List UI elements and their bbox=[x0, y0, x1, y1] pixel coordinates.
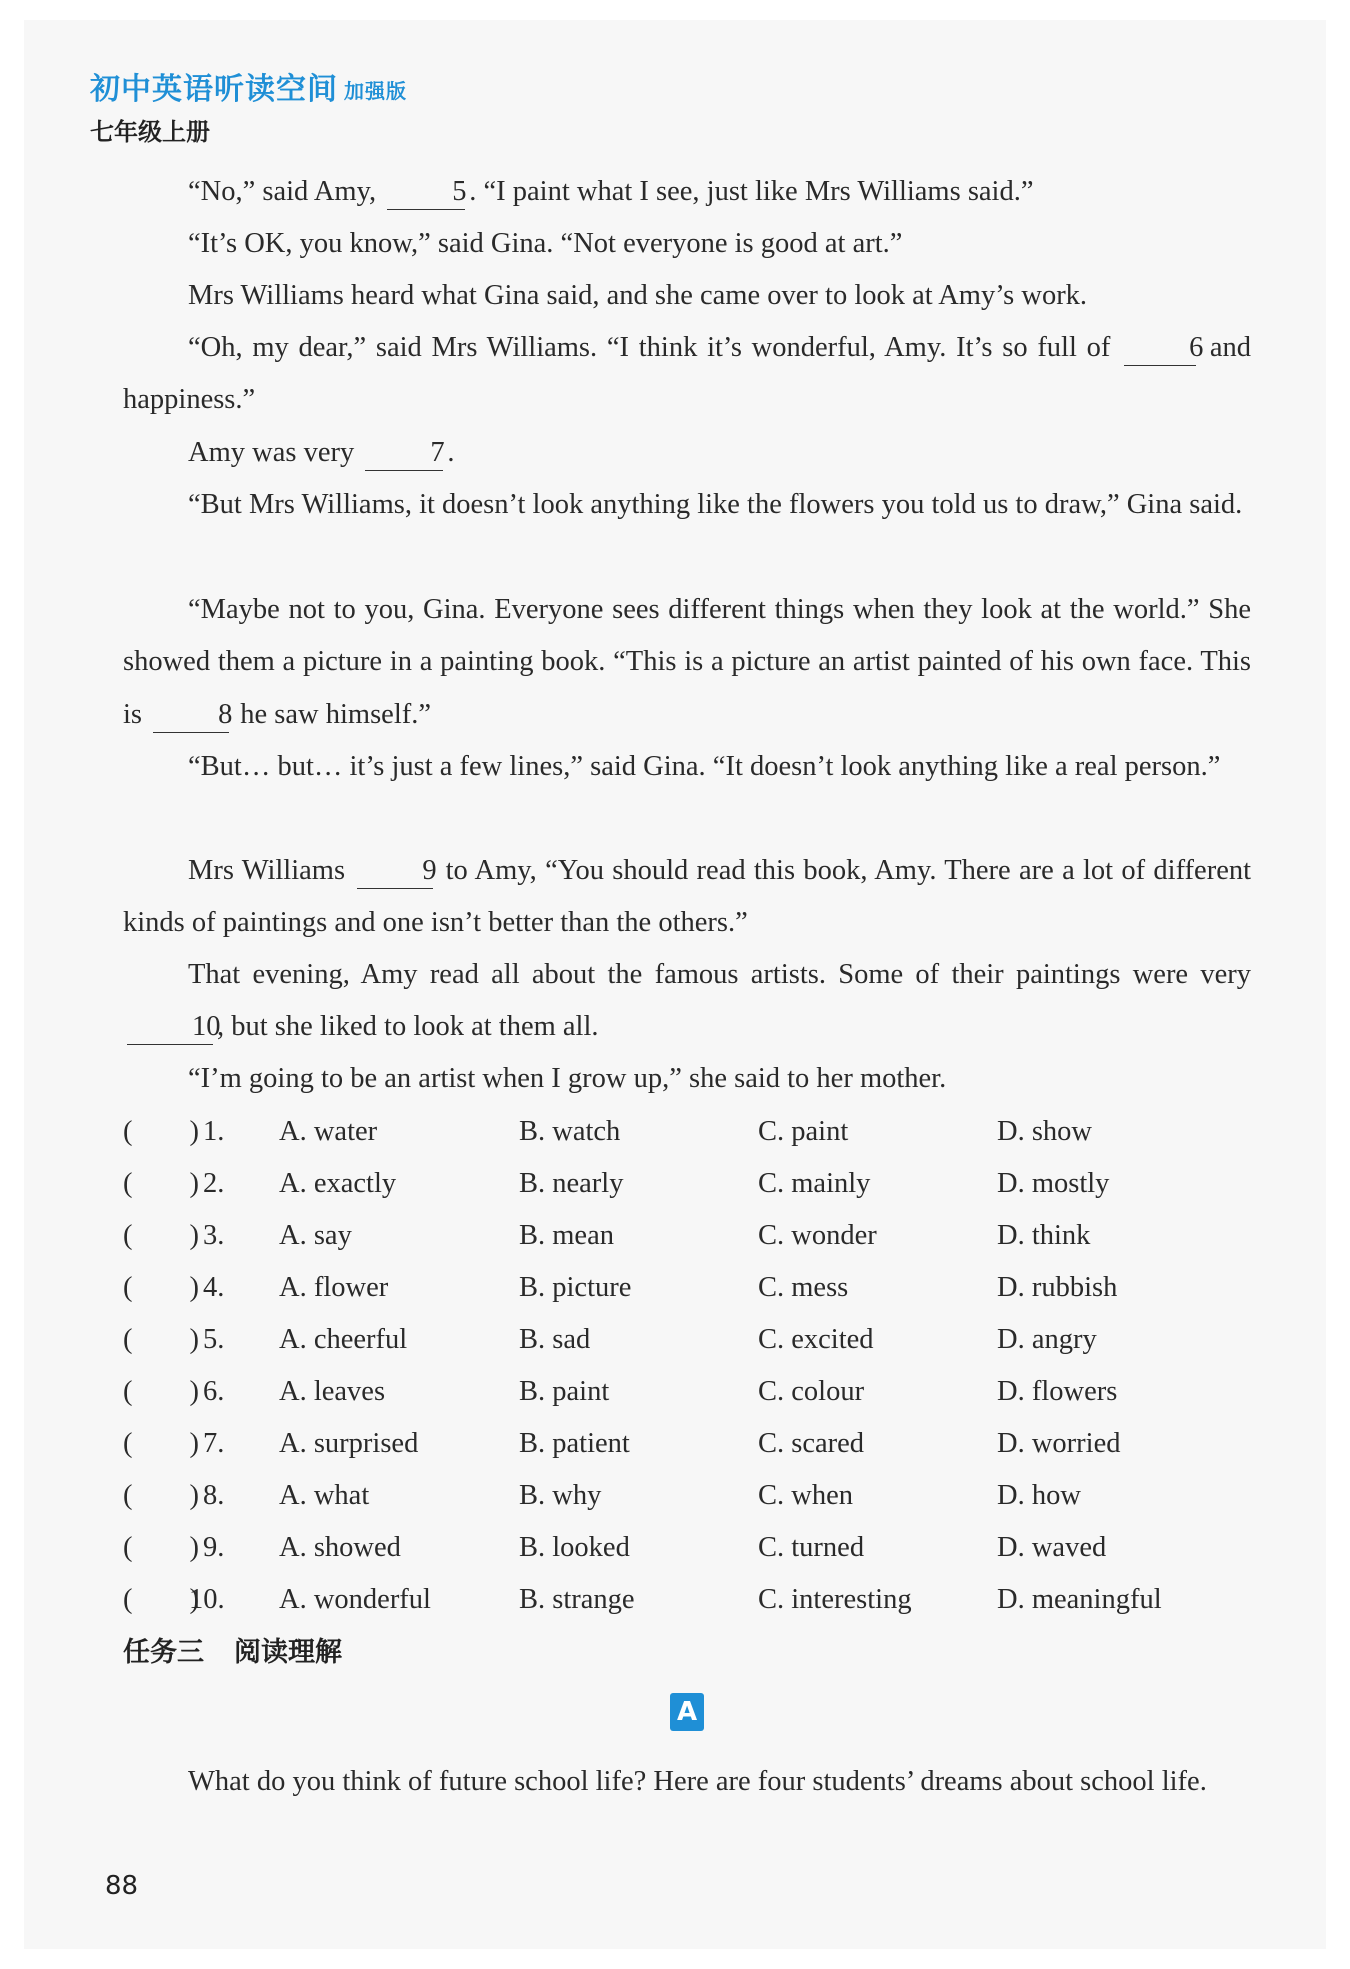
option-d: D. waved bbox=[997, 1532, 1107, 1563]
question-number: 1. bbox=[203, 1116, 225, 1147]
blank-8[interactable]: 8 bbox=[153, 698, 229, 733]
passage-paragraph-1 bbox=[123, 166, 1251, 218]
option-c: C. scared bbox=[758, 1428, 865, 1459]
option-c: C. excited bbox=[758, 1324, 874, 1355]
option-a: A. cheerful bbox=[279, 1324, 408, 1355]
text: Amy was very bbox=[188, 437, 355, 468]
option-a: A. wonderful bbox=[279, 1584, 431, 1615]
option-a: A. what bbox=[279, 1480, 370, 1511]
question-number: 9. bbox=[203, 1532, 225, 1563]
option-d: D. worried bbox=[997, 1428, 1121, 1459]
section-task: 任务三 bbox=[123, 1637, 204, 1668]
section-title: 阅读理解 bbox=[234, 1637, 342, 1668]
answer-bracket[interactable]: ( ) bbox=[123, 1168, 199, 1199]
question-row bbox=[123, 1574, 1263, 1626]
blank-9[interactable]: 9 bbox=[357, 854, 433, 889]
option-d: D. think bbox=[997, 1220, 1091, 1251]
blank-7[interactable]: 7 bbox=[365, 436, 443, 471]
question-row bbox=[123, 1262, 1263, 1314]
option-a: A. flower bbox=[279, 1272, 389, 1303]
option-d: D. rubbish bbox=[997, 1272, 1118, 1303]
option-b: B. nearly bbox=[519, 1168, 624, 1199]
passage-paragraph-10 bbox=[123, 949, 1251, 1054]
text: to Amy, “You should read this book, Amy. There are a lot of different kinds of paintings and one isn’t better than the others.” bbox=[123, 855, 1252, 939]
question-row bbox=[123, 1470, 1263, 1522]
answer-bracket[interactable]: ( ) bbox=[123, 1532, 199, 1563]
text: . “I paint what I see, just like Mrs Williams said.” bbox=[469, 176, 1034, 207]
question-number: 8. bbox=[203, 1480, 225, 1511]
text: “Maybe not to you, Gina. Everyone sees different things when they look at the world.” She showed them a picture in a painting book. “This is a picture an artist painted of his own face. This is bbox=[123, 594, 1251, 730]
question-row bbox=[123, 1418, 1263, 1470]
option-d: D. how bbox=[997, 1480, 1081, 1511]
answer-bracket[interactable]: ( ) bbox=[123, 1376, 199, 1407]
option-c: C. turned bbox=[758, 1532, 865, 1563]
question-number: 5. bbox=[203, 1324, 225, 1355]
passage-paragraph-9 bbox=[123, 845, 1251, 950]
text: and happiness.” bbox=[123, 332, 1251, 416]
passage-paragraph-2: “It’s OK, you know,” said Gina. “Not everyone is good at art.” bbox=[188, 228, 903, 259]
option-c: C. mess bbox=[758, 1272, 849, 1303]
question-number: 10. bbox=[189, 1584, 225, 1615]
option-a: A. showed bbox=[279, 1532, 401, 1563]
option-a: A. say bbox=[279, 1220, 352, 1251]
option-d: D. mostly bbox=[997, 1168, 1110, 1199]
option-c: C. mainly bbox=[758, 1168, 871, 1199]
passage-paragraph-4 bbox=[123, 322, 1251, 427]
answer-bracket[interactable]: ( ) bbox=[123, 1480, 199, 1511]
passage-paragraph-6: “But Mrs Williams, it doesn’t look anything like the flowers you told us to draw,” Gina said. bbox=[188, 489, 1243, 520]
text: “Oh, my dear,” said Mrs Williams. “I think it’s wonderful, Amy. It’s so full of bbox=[188, 332, 1111, 363]
blank-10[interactable]: 10 bbox=[127, 1010, 213, 1045]
question-row bbox=[123, 1106, 1263, 1158]
blank-5[interactable]: 5 bbox=[387, 175, 465, 210]
passage-paragraph-5 bbox=[123, 427, 1251, 479]
option-d: D. meaningful bbox=[997, 1584, 1162, 1615]
option-b: B. patient bbox=[519, 1428, 630, 1459]
option-a: A. exactly bbox=[279, 1168, 397, 1199]
option-c: C. interesting bbox=[758, 1584, 912, 1615]
series-title-text: 初中英语听读空间 bbox=[90, 72, 338, 107]
option-b: B. why bbox=[519, 1480, 602, 1511]
option-c: C. when bbox=[758, 1480, 853, 1511]
section-heading bbox=[123, 1630, 342, 1669]
question-number: 6. bbox=[203, 1376, 225, 1407]
option-a: A. water bbox=[279, 1116, 378, 1147]
answer-bracket[interactable]: ( ) bbox=[123, 1116, 199, 1147]
passage-label-badge: A bbox=[670, 1693, 704, 1731]
question-number: 7. bbox=[203, 1428, 225, 1459]
option-d: D. show bbox=[997, 1116, 1093, 1147]
text: he saw himself.” bbox=[240, 698, 431, 730]
passage-paragraph-8: “But… but… it’s just a few lines,” said Gina. “It doesn’t look anything like a real person.” bbox=[188, 751, 1221, 782]
series-badge: 加强版 bbox=[344, 79, 407, 103]
grade-label: 七年级上册 bbox=[90, 118, 210, 146]
question-row bbox=[123, 1366, 1263, 1418]
option-b: B. looked bbox=[519, 1532, 630, 1563]
option-d: D. angry bbox=[997, 1324, 1097, 1355]
question-row bbox=[123, 1314, 1263, 1366]
answer-bracket[interactable]: ( ) bbox=[123, 1220, 199, 1251]
option-b: B. strange bbox=[519, 1584, 635, 1615]
blank-6[interactable]: 6 bbox=[1124, 331, 1196, 366]
question-number: 4. bbox=[203, 1272, 225, 1303]
option-b: B. picture bbox=[519, 1272, 632, 1303]
option-a: A. leaves bbox=[279, 1376, 386, 1407]
text: . bbox=[447, 437, 455, 468]
answer-bracket[interactable]: ( ) bbox=[123, 1272, 199, 1303]
question-list bbox=[123, 1106, 1263, 1626]
text: That evening, Amy read all about the famous artists. Some of their paintings were very bbox=[188, 959, 1251, 990]
answer-bracket[interactable]: ( ) bbox=[123, 1428, 199, 1459]
option-c: C. wonder bbox=[758, 1220, 877, 1251]
intro-paragraph: What do you think of future school life? Here are four students’ dreams about school life. bbox=[188, 1766, 1207, 1797]
option-b: B. watch bbox=[519, 1116, 621, 1147]
text: Mrs Williams bbox=[188, 855, 346, 886]
text: , but she liked to look at them all. bbox=[217, 1011, 599, 1043]
text: “No,” said Amy, bbox=[188, 176, 377, 207]
option-b: B. mean bbox=[519, 1220, 614, 1251]
option-b: B. sad bbox=[519, 1324, 591, 1355]
passage-paragraph-11: “I’m going to be an artist when I grow up,” she said to her mother. bbox=[188, 1063, 947, 1094]
answer-bracket[interactable]: ( ) bbox=[123, 1584, 199, 1615]
option-c: C. colour bbox=[758, 1376, 865, 1407]
question-row bbox=[123, 1158, 1263, 1210]
option-d: D. flowers bbox=[997, 1376, 1118, 1407]
question-row bbox=[123, 1210, 1263, 1262]
question-row bbox=[123, 1522, 1263, 1574]
question-number: 3. bbox=[203, 1220, 225, 1251]
series-title bbox=[90, 64, 407, 108]
page-number: 88 bbox=[105, 1871, 139, 1901]
option-b: B. paint bbox=[519, 1376, 610, 1407]
question-number: 2. bbox=[203, 1168, 225, 1199]
option-a: A. surprised bbox=[279, 1428, 419, 1459]
passage-paragraph-7 bbox=[123, 584, 1251, 741]
passage-paragraph-3: Mrs Williams heard what Gina said, and she came over to look at Amy’s work. bbox=[188, 280, 1088, 311]
answer-bracket[interactable]: ( ) bbox=[123, 1324, 199, 1355]
option-c: C. paint bbox=[758, 1116, 849, 1147]
